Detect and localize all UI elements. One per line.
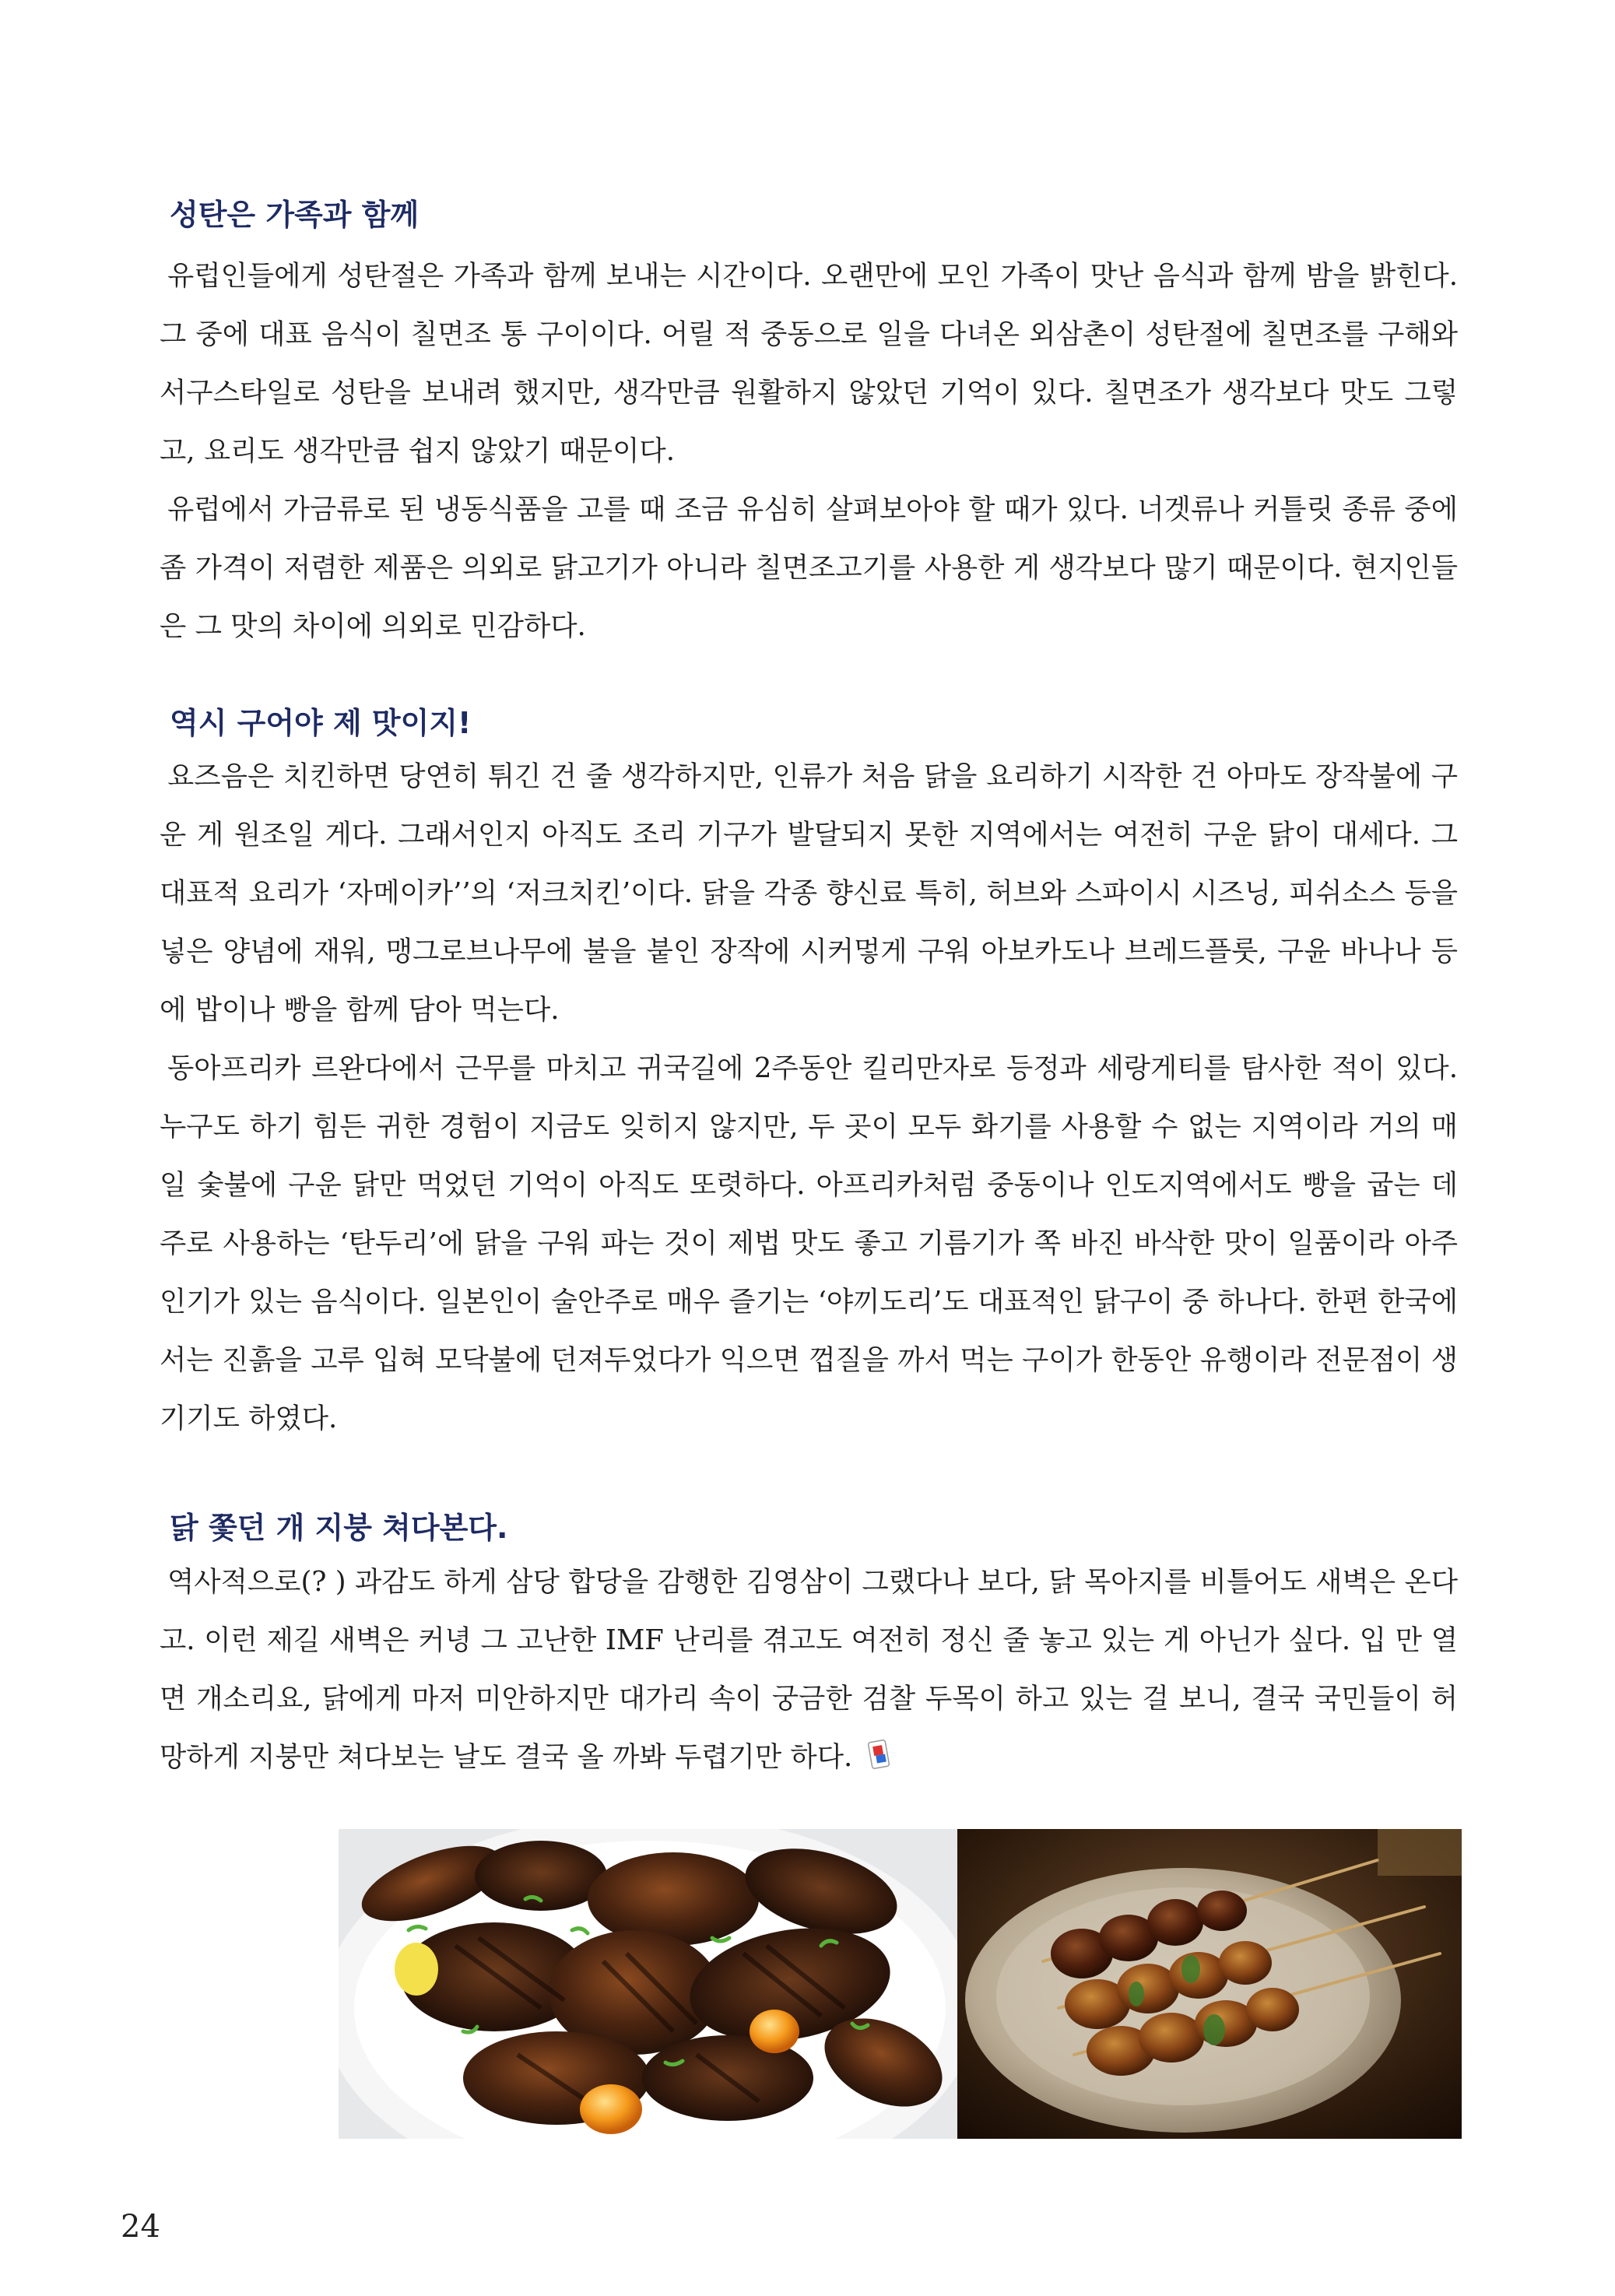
paragraph-with-emoji <box>160 1553 1458 1786</box>
page-number: 24 <box>121 2209 160 2245</box>
paragraph: 유럽에서 가금류로 된 냉동식품을 고를 때 조금 유심히 살펴보아야 할 때가 있다. 너겟류나 커틀릿 종류 중에 좀 가격이 저렴한 제품은 의외로 닭고기가 아니라 칠면조고기를 사용한 게 생각보다 많기 때문이다. 현지인들은 그 맛의 차이에 의외로 민감하다. <box>160 493 1458 642</box>
playing-card-icon <box>868 1740 891 1771</box>
section-heading-roof: 닭 쫓던 개 지붕 쳐다본다. <box>170 1511 508 1545</box>
yakitori-photo <box>957 1829 1462 2139</box>
paragraph: 동아프리카 르완다에서 근무를 마치고 귀국길에 2주동안 킬리만자로 등정과 세랑게티를 탐사한 적이 있다. 누구도 하기 힘든 귀한 경험이 지금도 잊히지 않지만, 두 곳이 모두 화기를 사용할 수 없는 지역이라 거의 매일 숯불에 구운 닭만 먹었던 기억이 아직도 또렷하다. 아프리카처럼 중동이나 인도지역에서도 빵을 굽는 데 주로 사용하는 ‘탄두리’에 닭을 구워 파는 것이 제법 맛도 좋고 기름기가 쪽 바진 바삭한 맛이 일품이라 아주 인기가 있는 음식이다. 일본인이 술안주로 매우 즐기는 ‘야끼도리’도 대표적인 닭구이 중 하나다. 한편 한국에서는 진흙을 고루 입혀 모닥불에 던져두었다가 익으면 껍질을 까서 먹는 구이가 한동안 유행이라 전문점이 생기기도 하였다. <box>160 1052 1458 1434</box>
paragraph: 요즈음은 치킨하면 당연히 튀긴 건 줄 생각하지만, 인류가 처음 닭을 요리하기 시작한 건 아마도 장작불에 구운 게 원조일 게다. 그래서인지 아직도 조리 기구가 발달되지 못한 지역에서는 여전히 구운 닭이 대세다. 그 대표적 요리가 ‘자메이카’’의 ‘저크치킨’이다. 닭을 각종 향신료 특히, 허브와 스파이시 시즈닝, 피쉬소스 등을 넣은 양념에 재워, 맹그로브나무에 불을 붙인 장작에 시커멓게 구워 아보카도나 브레드플룻, 구윤 바나나 등에 밥이나 빵을 함께 담아 먹는다. <box>160 760 1458 1026</box>
jerk-chicken-photo <box>339 1829 957 2139</box>
paragraph: 유럽인들에게 성탄절은 가족과 함께 보내는 시간이다. 오랜만에 모인 가족이 맛난 음식과 함께 밤을 밝힌다. 그 중에 대표 음식이 칠면조 통 구이이다. 어릴 적 중동으로 일을 다녀온 외삼촌이 성탄절에 칠면조를 구해와 서구스타일로 성탄을 보내려 했지만, 생각만큼 원활하지 않았던 기억이 있다. 칠면조가 생각보다 맛도 그렇고, 요리도 생각만큼 쉽지 않았기 때문이다. <box>160 260 1458 467</box>
section-heading-christmas: 성탄은 가족과 함께 <box>170 198 420 232</box>
section-heading-grilled: 역시 구어야 제 맛이지! <box>170 706 472 740</box>
paragraph-text: 역사적으로(? ) 과감도 하게 삼당 합당을 감행한 김영삼이 그랬다나 보다, 닭 목아지를 비틀어도 새벽은 온다고. 이런 제길 새벽은 커녕 그 고난한 IMF 난리를 겪고도 여전히 정신 줄 놓고 있는 게 아닌가 싶다. 입 만 열면 개소리요, 닭에게 마저 미안하지만 대가리 속이 궁금한 검찰 두목이 하고 있는 걸 보니, 결국 국민들이 허망하게 지붕만 쳐다보는 날도 결국 올 까봐 두렵기만 하다. <box>160 1566 1458 1773</box>
